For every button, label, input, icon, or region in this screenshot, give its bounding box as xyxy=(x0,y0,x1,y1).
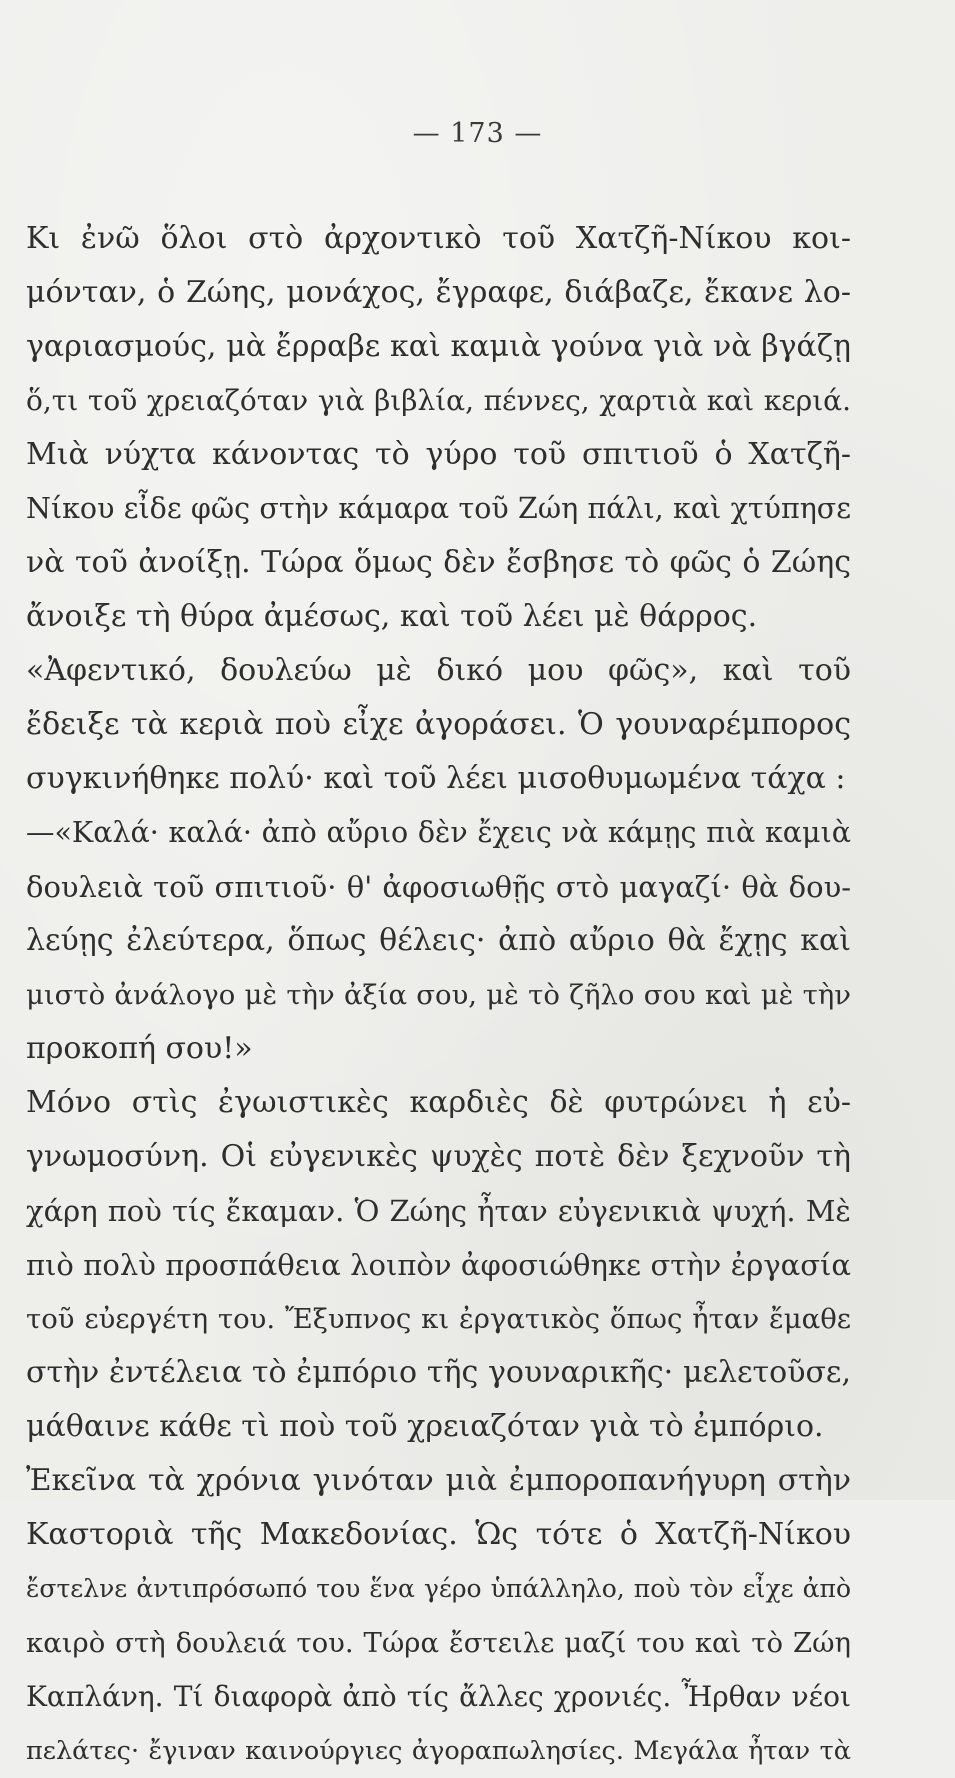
text-line: γνωμοσύνη. Οἱ εὐγενικὲς ψυχὲς ποτὲ δὲν ξεχνοῦν τὴ xyxy=(26,1139,851,1174)
body-text xyxy=(26,212,851,1778)
text-line: Κι ἐνῶ ὅλοι στὸ ἀρχοντικὸ τοῦ Χατζῆ-Νίκου κοι- xyxy=(26,221,851,256)
text-line: «Ἀφεντικό, δουλεύω μὲ δικό μου φῶς», καὶ τοῦ xyxy=(26,653,851,688)
text-line: συγκινήθηκε πολύ· καὶ τοῦ λέει μισοθυμωμένα τάχα : xyxy=(26,761,846,796)
text-line: Καστοριὰ τῆς Μακεδονίας. Ὡς τότε ὁ Χατζῆ-Νίκου xyxy=(26,1517,851,1552)
text-line: λεύῃς ἐλεύτερα, ὅπως θέλεις· ἀπὸ αὔριο θὰ ἔχῃς καὶ xyxy=(26,923,851,958)
page-number: — 173 — xyxy=(412,118,543,149)
text-line: ἔστελνε ἀντιπρόσωπό του ἕνα γέρο ὑπάλληλο, ποὺ τὸν εἶχε ἀπὸ xyxy=(26,1574,851,1603)
text-line: Μιὰ νύχτα κάνοντας τὸ γύρο τοῦ σπιτιοῦ ὁ Χατζῆ- xyxy=(26,437,851,472)
text-line: μιστὸ ἀνάλογο μὲ τὴν ἀξία σου, μὲ τὸ ζῆλο σου καὶ μὲ τὴν xyxy=(26,979,851,1011)
text-line: ἄνοιξε τὴ θύρα ἀμέσως, καὶ τοῦ λέει μὲ θάρρος. xyxy=(26,599,758,634)
text-line: ὅ,τι τοῦ χρειαζόταν γιὰ βιβλία, πέννες, χαρτιὰ καὶ κεριά. xyxy=(26,384,851,417)
text-line: τοῦ εὐεργέτη του. Ἔξυπνος κι ἐργατικὸς ὅπως ἦταν ἔμαθε xyxy=(26,1303,851,1335)
text-line: δουλειὰ τοῦ σπιτιοῦ· θ' ἀφοσιωθῇς στὸ μαγαζί· θὰ δου- xyxy=(26,870,851,904)
text-line: Μόνο στὶς ἐγωιστικὲς καρδιὲς δὲ φυτρώνει ἡ εὐ- xyxy=(26,1085,851,1120)
text-line: —«Καλά· καλά· ἀπὸ αὔριο δὲν ἔχεις νὰ κάμῃς πιὰ καμιὰ xyxy=(26,816,851,849)
text-line: πελάτες· ἔγιναν καινούργιες ἀγοραπωλησίες. Μεγάλα ἦταν τὰ xyxy=(26,1736,851,1766)
text-line: Νίκου εἶδε φῶς στὴν κάμαρα τοῦ Ζώη πάλι, καὶ χτύπησε xyxy=(26,492,851,525)
text-line: προκοπή σου!» xyxy=(26,1031,253,1066)
text-line: Καπλάνη. Τί διαφορὰ ἀπὸ τίς ἄλλες χρονιές. Ἦρθαν νέοι xyxy=(26,1680,851,1713)
text-line: μόνταν, ὁ Ζώης, μονάχος, ἔγραφε, διάβαζε, ἔκανε λο- xyxy=(26,275,851,310)
text-line: γαριασμούς, μὰ ἔρραβε καὶ καμιὰ γούνα γιὰ νὰ βγάζῃ xyxy=(26,329,851,364)
text-line: πιὸ πολὺ προσπάθεια λοιπὸν ἀφοσιώθηκε στὴν ἐργασία xyxy=(26,1248,851,1282)
text-line: μάθαινε κάθε τὶ ποὺ τοῦ χρειαζόταν γιὰ τὸ ἐμπόριο. xyxy=(26,1409,824,1444)
text-line: Ἐκεῖνα τὰ χρόνια γινόταν μιὰ ἐμποροπανήγυρη στὴν xyxy=(26,1463,851,1498)
text-line: στὴν ἐντέλεια τὸ ἐμπόριο τῆς γουναρικῆς· μελετοῦσε, xyxy=(26,1355,851,1390)
text-line: νὰ τοῦ ἀνοίξῃ. Τώρα ὅμως δὲν ἔσβησε τὸ φῶς ὁ Ζώης xyxy=(26,545,851,580)
text-line: ἔδειξε τὰ κεριὰ ποὺ εἶχε ἀγοράσει. Ὁ γουναρέμπορος xyxy=(26,707,851,742)
text-line: χάρη ποὺ τίς ἔκαμαν. Ὁ Ζώης ἦταν εὐγενικιὰ ψυχή. Μὲ xyxy=(26,1194,851,1228)
text-line: καιρὸ στὴ δουλειά του. Τώρα ἔστειλε μαζί του καὶ τὸ Ζώη xyxy=(26,1627,851,1659)
